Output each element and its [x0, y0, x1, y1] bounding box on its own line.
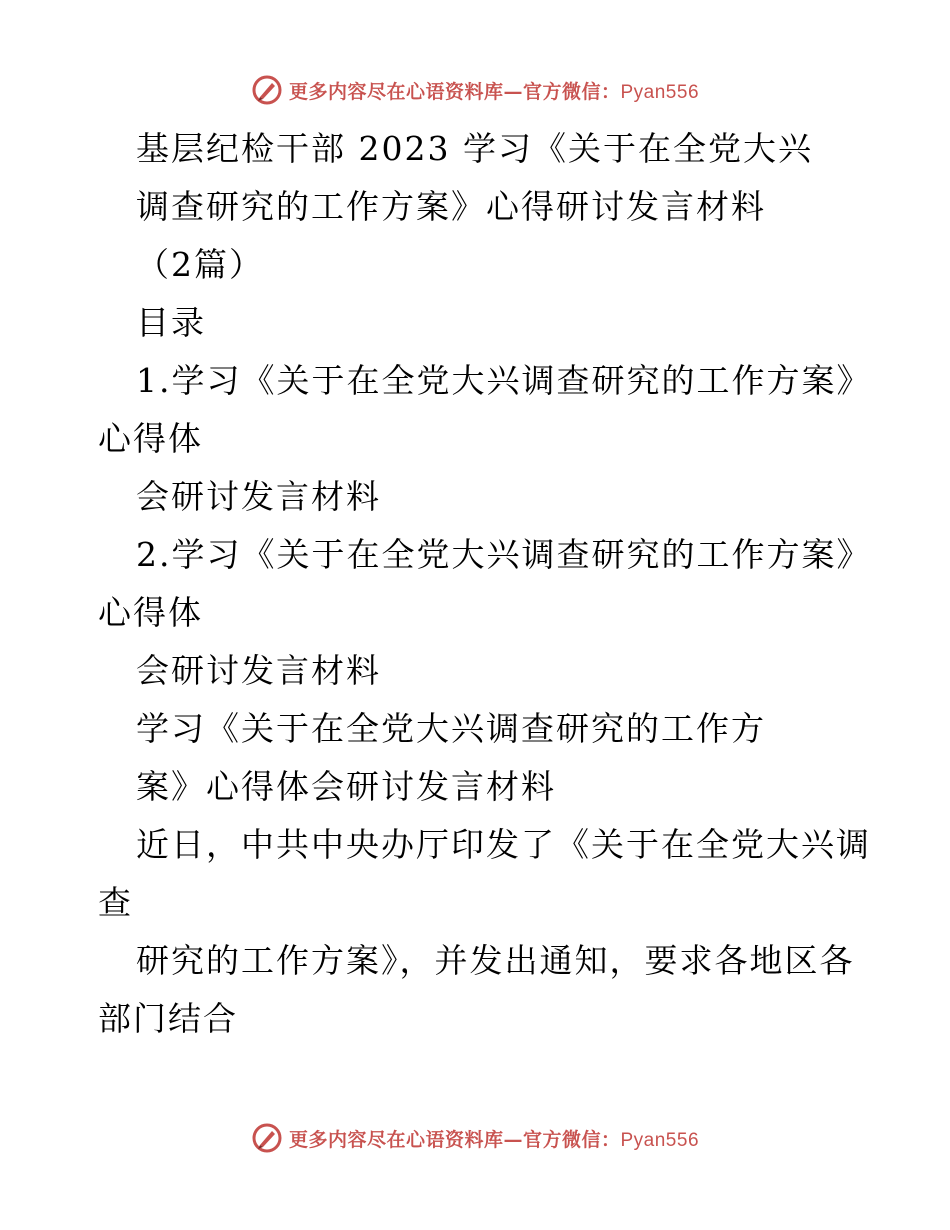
wechat-id: Pyan556	[620, 81, 700, 103]
toc-item-2-line-1: 2.学习《关于在全党大兴调查研究的工作方案》	[136, 535, 872, 574]
toc-item-2-line-3: 会研讨发言材料	[136, 651, 381, 690]
paragraph-line-4: 部门结合	[98, 999, 238, 1038]
pen-logo-icon	[251, 1122, 283, 1154]
paragraph-line-1: 近日，中共中央办厅印发了《关于在全党大兴调	[136, 825, 871, 864]
header-banner[interactable]	[0, 70, 950, 110]
banner-prefix: 更多内容尽在心语资料库—官方微信：	[288, 1128, 621, 1151]
footer-banner[interactable]	[0, 1118, 950, 1158]
toc-heading: 目录	[136, 303, 206, 342]
banner-text	[289, 1125, 699, 1152]
paragraph-line-2: 查	[98, 883, 133, 922]
toc-item-1-line-1: 1.学习《关于在全党大兴调查研究的工作方案》	[136, 361, 872, 400]
toc-item-1-line-3: 会研讨发言材料	[136, 477, 381, 516]
wechat-id: Pyan556	[620, 1129, 700, 1151]
paragraph-line-3: 研究的工作方案》，并发出通知，要求各地区各	[136, 941, 855, 980]
section-title-line-1: 学习《关于在全党大兴调查研究的工作方	[136, 709, 766, 748]
banner-text	[289, 77, 699, 104]
document-body	[98, 120, 872, 1048]
doc-title-line-1: 基层纪检干部 2023 学习《关于在全党大兴	[136, 129, 813, 168]
doc-title-line-3: （2篇）	[136, 245, 264, 284]
doc-title-line-2: 调查研究的工作方案》心得研讨发言材料	[136, 187, 766, 226]
banner-prefix: 更多内容尽在心语资料库—官方微信：	[288, 80, 621, 103]
toc-item-2-line-2: 心得体	[98, 593, 203, 632]
pen-logo-icon	[251, 74, 283, 106]
section-title-line-2: 案》心得体会研讨发言材料	[136, 767, 556, 806]
toc-item-1-line-2: 心得体	[98, 419, 203, 458]
